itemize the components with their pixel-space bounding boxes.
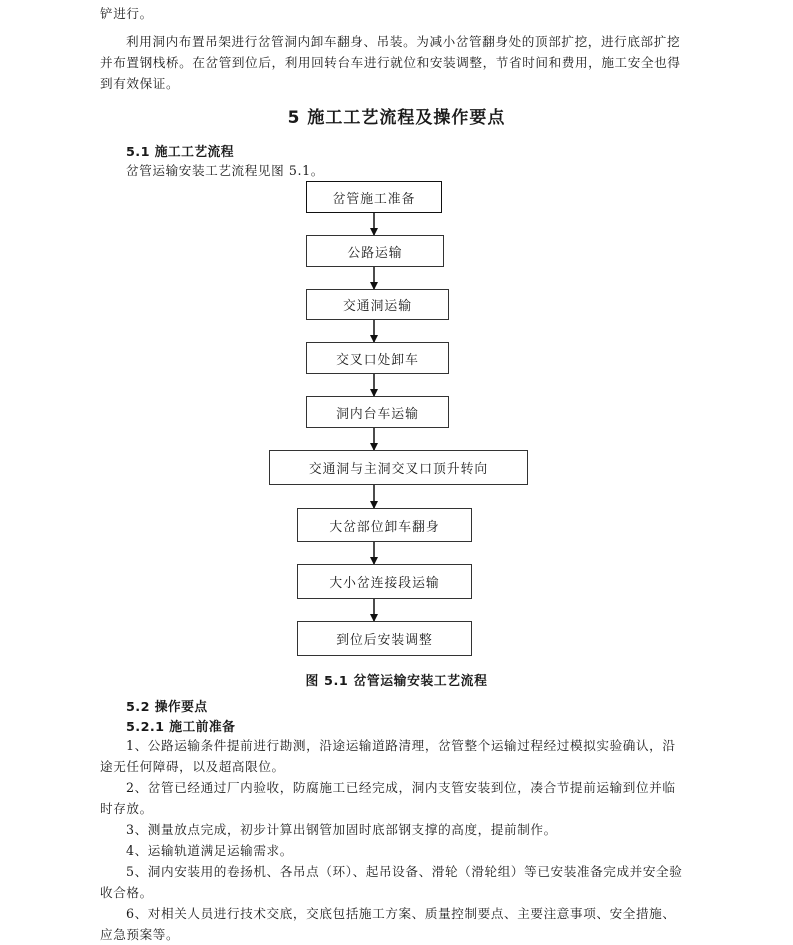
flow-step-connection-transport: 大小岔连接段运输 — [297, 564, 472, 599]
flow-step-tunnel-transport: 交通洞运输 — [306, 289, 449, 320]
section-title: 5 施工工艺流程及操作要点 — [287, 108, 506, 128]
subsection-5-1-title: 5.1 施工工艺流程 — [126, 145, 234, 160]
item-line: 6、对相关人员进行技术交底，交底包括施工方案、质量控制要点、主要注意事项、安全措施、 — [126, 906, 676, 921]
flow-step-install-adjust: 到位后安装调整 — [297, 621, 472, 656]
item-line: 4、运输轨道满足运输需求。 — [126, 843, 293, 858]
flow-step-road-transport: 公路运输 — [306, 235, 444, 267]
figure-caption: 图 5.1 岔管运输安装工艺流程 — [305, 674, 488, 689]
item-line: 途无任何障碍，以及超高限位。 — [100, 759, 285, 774]
intro-paragraph-line: 利用洞内布置吊架进行岔管洞内卸车翻身、吊装。为减小岔管翻身处的顶部扩挖，进行底部扩挖 — [126, 34, 681, 49]
item-line: 收合格。 — [100, 885, 153, 900]
flow-step-trolley-transport: 洞内台车运输 — [306, 396, 449, 428]
item-line: 5、洞内安装用的卷扬机、各吊点（环）、起吊设备、滑轮（滑轮组）等已安装准备完成并安全验 — [126, 864, 683, 879]
flow-step-junction-unload: 交叉口处卸车 — [306, 342, 449, 374]
item-line: 应急预案等。 — [100, 927, 180, 942]
subsection-5-1-text: 岔管运输安装工艺流程见图 5.1。 — [126, 163, 324, 178]
flow-step-unload-flip: 大岔部位卸车翻身 — [297, 508, 472, 542]
flow-step-jack-and-turn: 交通洞与主洞交叉口顶升转向 — [269, 450, 528, 485]
item-line: 3、测量放点完成，初步计算出钢管加固时底部钢支撑的高度，提前制作。 — [126, 822, 557, 837]
intro-line-1: 铲进行。 — [100, 6, 153, 21]
subsection-5-2-title: 5.2 操作要点 — [126, 700, 208, 715]
intro-paragraph-line: 到有效保证。 — [100, 76, 180, 91]
intro-paragraph-line: 并布置钢栈桥。在岔管到位后，利用回转台车进行就位和安装调整，节省时间和费用，施工安全也得 — [100, 55, 681, 70]
subsection-5-2-1-title: 5.2.1 施工前准备 — [126, 720, 236, 735]
item-line: 2、岔管已经通过厂内验收，防腐施工已经完成，洞内支管安装到位，凑合节提前运输到位并临 — [126, 780, 676, 795]
item-line: 时存放。 — [100, 801, 153, 816]
flow-step-prep: 岔管施工准备 — [306, 181, 442, 213]
item-line: 1、公路运输条件提前进行勘测，沿途运输道路清理，岔管整个运输过程经过模拟实验确认，沿 — [126, 738, 676, 753]
